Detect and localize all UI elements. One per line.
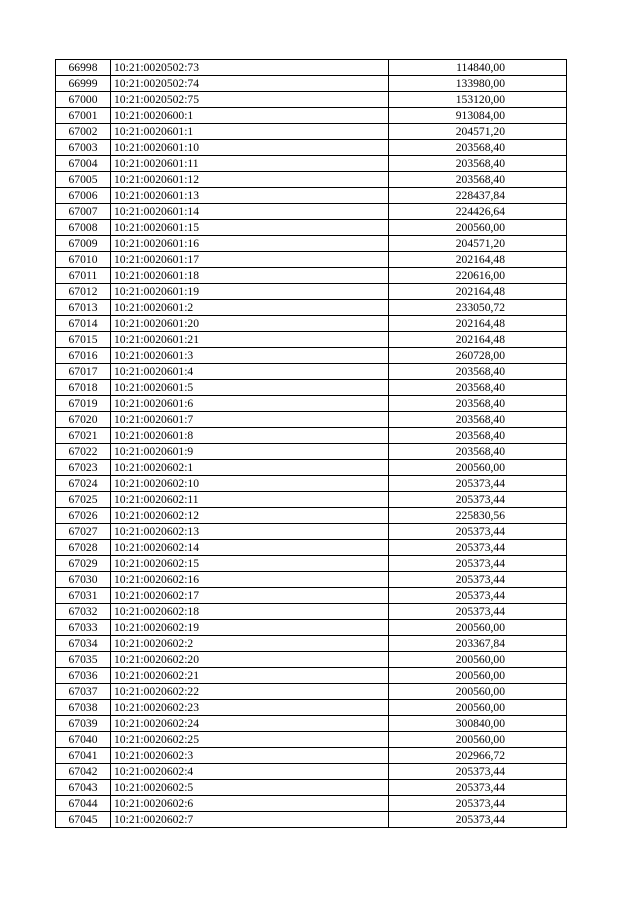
row-number-cell: 67030 [56, 572, 111, 588]
cadastral-value-cell: 224426,64 [389, 204, 567, 220]
table-row [56, 316, 567, 332]
table-row [56, 220, 567, 236]
table-row [56, 108, 567, 124]
cadastral-number-cell: 10:21:0020601:16 [111, 236, 389, 252]
table-row [56, 620, 567, 636]
cadastral-number-cell: 10:21:0020602:1 [111, 460, 389, 476]
table-row [56, 364, 567, 380]
cadastral-number-cell: 10:21:0020601:10 [111, 140, 389, 156]
row-number-cell: 67041 [56, 748, 111, 764]
cadastral-value-cell: 200560,00 [389, 460, 567, 476]
row-number-cell: 67029 [56, 556, 111, 572]
table-row [56, 508, 567, 524]
table-row [56, 444, 567, 460]
cadastral-value-cell: 133980,00 [389, 76, 567, 92]
table-row [56, 412, 567, 428]
table-row [56, 540, 567, 556]
cadastral-value-cell: 203568,40 [389, 428, 567, 444]
cadastral-number-cell: 10:21:0020602:13 [111, 524, 389, 540]
row-number-cell: 67008 [56, 220, 111, 236]
row-number-cell: 67044 [56, 796, 111, 812]
row-number-cell: 67020 [56, 412, 111, 428]
table-row [56, 588, 567, 604]
cadastral-value-cell: 200560,00 [389, 620, 567, 636]
row-number-cell: 67010 [56, 252, 111, 268]
row-number-cell: 67019 [56, 396, 111, 412]
table-row [56, 668, 567, 684]
row-number-cell: 67032 [56, 604, 111, 620]
cadastral-number-cell: 10:21:0020602:22 [111, 684, 389, 700]
table-row [56, 556, 567, 572]
table-row [56, 236, 567, 252]
cadastral-value-cell: 225830,56 [389, 508, 567, 524]
cadastral-value-cell: 200560,00 [389, 668, 567, 684]
cadastral-value-cell: 203568,40 [389, 140, 567, 156]
cadastral-number-cell: 10:21:0020602:23 [111, 700, 389, 716]
cadastral-number-cell: 10:21:0020502:74 [111, 76, 389, 92]
cadastral-number-cell: 10:21:0020602:6 [111, 796, 389, 812]
cadastral-value-cell: 300840,00 [389, 716, 567, 732]
cadastral-number-cell: 10:21:0020602:24 [111, 716, 389, 732]
cadastral-number-cell: 10:21:0020601:3 [111, 348, 389, 364]
row-number-cell: 67026 [56, 508, 111, 524]
table-row [56, 332, 567, 348]
cadastral-number-cell: 10:21:0020601:1 [111, 124, 389, 140]
cadastral-value-cell: 233050,72 [389, 300, 567, 316]
cadastral-number-cell: 10:21:0020601:5 [111, 380, 389, 396]
row-number-cell: 67033 [56, 620, 111, 636]
cadastral-number-cell: 10:21:0020602:3 [111, 748, 389, 764]
cadastral-value-cell: 205373,44 [389, 492, 567, 508]
row-number-cell: 67023 [56, 460, 111, 476]
table-row [56, 268, 567, 284]
cadastral-value-cell: 203568,40 [389, 396, 567, 412]
cadastral-number-cell: 10:21:0020602:15 [111, 556, 389, 572]
cadastral-number-cell: 10:21:0020602:16 [111, 572, 389, 588]
cadastral-number-cell: 10:21:0020601:14 [111, 204, 389, 220]
table-row [56, 636, 567, 652]
row-number-cell: 67045 [56, 812, 111, 828]
table-row [56, 396, 567, 412]
table-row [56, 92, 567, 108]
row-number-cell: 67043 [56, 780, 111, 796]
row-number-cell: 67012 [56, 284, 111, 300]
table-row [56, 604, 567, 620]
row-number-cell: 67003 [56, 140, 111, 156]
cadastral-number-cell: 10:21:0020601:6 [111, 396, 389, 412]
row-number-cell: 67002 [56, 124, 111, 140]
cadastral-value-cell: 205373,44 [389, 540, 567, 556]
cadastral-value-cell: 203568,40 [389, 412, 567, 428]
row-number-cell: 67014 [56, 316, 111, 332]
row-number-cell: 67031 [56, 588, 111, 604]
table-row [56, 140, 567, 156]
table-row [56, 204, 567, 220]
table-row [56, 732, 567, 748]
cadastral-value-cell: 203568,40 [389, 156, 567, 172]
row-number-cell: 67018 [56, 380, 111, 396]
cadastral-value-cell: 913084,00 [389, 108, 567, 124]
cadastral-value-cell: 202164,48 [389, 316, 567, 332]
cadastral-number-cell: 10:21:0020602:19 [111, 620, 389, 636]
row-number-cell: 67013 [56, 300, 111, 316]
cadastral-value-cell: 202966,72 [389, 748, 567, 764]
cadastral-number-cell: 10:21:0020601:19 [111, 284, 389, 300]
cadastral-value-cell: 203568,40 [389, 172, 567, 188]
cadastral-value-cell: 204571,20 [389, 124, 567, 140]
cadastral-number-cell: 10:21:0020601:2 [111, 300, 389, 316]
cadastral-value-cell: 205373,44 [389, 796, 567, 812]
cadastral-value-cell: 203568,40 [389, 444, 567, 460]
cadastral-number-cell: 10:21:0020602:2 [111, 636, 389, 652]
cadastral-value-cell: 205373,44 [389, 780, 567, 796]
row-number-cell: 67004 [56, 156, 111, 172]
row-number-cell: 67005 [56, 172, 111, 188]
cadastral-value-cell: 205373,44 [389, 604, 567, 620]
cadastral-value-cell: 200560,00 [389, 684, 567, 700]
row-number-cell: 67027 [56, 524, 111, 540]
row-number-cell: 67042 [56, 764, 111, 780]
cadastral-value-cell: 200560,00 [389, 652, 567, 668]
table-row [56, 524, 567, 540]
table-row [56, 684, 567, 700]
table-row [56, 428, 567, 444]
cadastral-value-cell: 200560,00 [389, 220, 567, 236]
cadastral-value-cell: 204571,20 [389, 236, 567, 252]
cadastral-number-cell: 10:21:0020601:18 [111, 268, 389, 284]
table-row [56, 348, 567, 364]
cadastral-number-cell: 10:21:0020602:17 [111, 588, 389, 604]
table-row [56, 60, 567, 76]
cadastral-number-cell: 10:21:0020601:12 [111, 172, 389, 188]
table-row [56, 748, 567, 764]
cadastral-number-cell: 10:21:0020601:4 [111, 364, 389, 380]
table-row [56, 572, 567, 588]
cadastral-value-cell: 153120,00 [389, 92, 567, 108]
cadastral-number-cell: 10:21:0020602:20 [111, 652, 389, 668]
cadastral-number-cell: 10:21:0020601:21 [111, 332, 389, 348]
table-row [56, 460, 567, 476]
row-number-cell: 66998 [56, 60, 111, 76]
row-number-cell: 67037 [56, 684, 111, 700]
table-row [56, 172, 567, 188]
cadastral-number-cell: 10:21:0020602:11 [111, 492, 389, 508]
cadastral-value-cell: 205373,44 [389, 572, 567, 588]
row-number-cell: 67036 [56, 668, 111, 684]
cadastral-value-cell: 205373,44 [389, 524, 567, 540]
row-number-cell: 67016 [56, 348, 111, 364]
table-row [56, 124, 567, 140]
cadastral-number-cell: 10:21:0020601:8 [111, 428, 389, 444]
cadastral-value-cell: 228437,84 [389, 188, 567, 204]
cadastral-number-cell: 10:21:0020602:14 [111, 540, 389, 556]
row-number-cell: 67017 [56, 364, 111, 380]
cadastral-number-cell: 10:21:0020602:7 [111, 812, 389, 828]
row-number-cell: 67021 [56, 428, 111, 444]
cadastral-value-cell: 202164,48 [389, 332, 567, 348]
cadastral-number-cell: 10:21:0020601:17 [111, 252, 389, 268]
table-row [56, 652, 567, 668]
cadastral-value-cell: 205373,44 [389, 588, 567, 604]
cadastral-number-cell: 10:21:0020502:73 [111, 60, 389, 76]
row-number-cell: 67022 [56, 444, 111, 460]
row-number-cell: 67011 [56, 268, 111, 284]
row-number-cell: 67000 [56, 92, 111, 108]
table-row [56, 492, 567, 508]
cadastral-value-cell: 205373,44 [389, 812, 567, 828]
table-row [56, 156, 567, 172]
cadastral-number-cell: 10:21:0020502:75 [111, 92, 389, 108]
cadastral-number-cell: 10:21:0020602:25 [111, 732, 389, 748]
cadastral-number-cell: 10:21:0020602:21 [111, 668, 389, 684]
table-row [56, 700, 567, 716]
row-number-cell: 67015 [56, 332, 111, 348]
table-row [56, 796, 567, 812]
cadastral-value-cell: 200560,00 [389, 700, 567, 716]
cadastral-value-cell: 202164,48 [389, 252, 567, 268]
cadastral-value-cell: 203568,40 [389, 364, 567, 380]
table-row [56, 300, 567, 316]
cadastral-number-cell: 10:21:0020601:13 [111, 188, 389, 204]
cadastral-value-cell: 260728,00 [389, 348, 567, 364]
cadastral-number-cell: 10:21:0020601:7 [111, 412, 389, 428]
cadastral-value-cell: 203367,84 [389, 636, 567, 652]
row-number-cell: 67038 [56, 700, 111, 716]
row-number-cell: 67028 [56, 540, 111, 556]
cadastral-number-cell: 10:21:0020600:1 [111, 108, 389, 124]
cadastral-number-cell: 10:21:0020602:18 [111, 604, 389, 620]
table-row [56, 716, 567, 732]
cadastral-value-cell: 205373,44 [389, 476, 567, 492]
row-number-cell: 67025 [56, 492, 111, 508]
cadastral-value-cell: 205373,44 [389, 556, 567, 572]
cadastral-number-cell: 10:21:0020601:11 [111, 156, 389, 172]
table-row [56, 188, 567, 204]
cadastral-value-cell: 114840,00 [389, 60, 567, 76]
table-row [56, 476, 567, 492]
table-body [56, 60, 567, 828]
cadastral-number-cell: 10:21:0020602:10 [111, 476, 389, 492]
table-row [56, 764, 567, 780]
cadastral-number-cell: 10:21:0020602:5 [111, 780, 389, 796]
table-row [56, 252, 567, 268]
row-number-cell: 67039 [56, 716, 111, 732]
cadastral-value-cell: 220616,00 [389, 268, 567, 284]
cadastral-number-cell: 10:21:0020601:15 [111, 220, 389, 236]
cadastral-value-cell: 200560,00 [389, 732, 567, 748]
table-row [56, 76, 567, 92]
cadastral-value-cell: 203568,40 [389, 380, 567, 396]
row-number-cell: 67007 [56, 204, 111, 220]
cadastral-number-cell: 10:21:0020602:12 [111, 508, 389, 524]
row-number-cell: 67006 [56, 188, 111, 204]
row-number-cell: 67009 [56, 236, 111, 252]
cadastral-number-cell: 10:21:0020602:4 [111, 764, 389, 780]
table-row [56, 780, 567, 796]
table-row [56, 284, 567, 300]
cadastral-value-cell: 205373,44 [389, 764, 567, 780]
cadastral-number-cell: 10:21:0020601:9 [111, 444, 389, 460]
row-number-cell: 66999 [56, 76, 111, 92]
row-number-cell: 67001 [56, 108, 111, 124]
table-row [56, 380, 567, 396]
row-number-cell: 67024 [56, 476, 111, 492]
row-number-cell: 67040 [56, 732, 111, 748]
row-number-cell: 67035 [56, 652, 111, 668]
cadastral-value-cell: 202164,48 [389, 284, 567, 300]
table-row [56, 812, 567, 828]
cadastral-value-table [55, 59, 567, 828]
row-number-cell: 67034 [56, 636, 111, 652]
cadastral-number-cell: 10:21:0020601:20 [111, 316, 389, 332]
